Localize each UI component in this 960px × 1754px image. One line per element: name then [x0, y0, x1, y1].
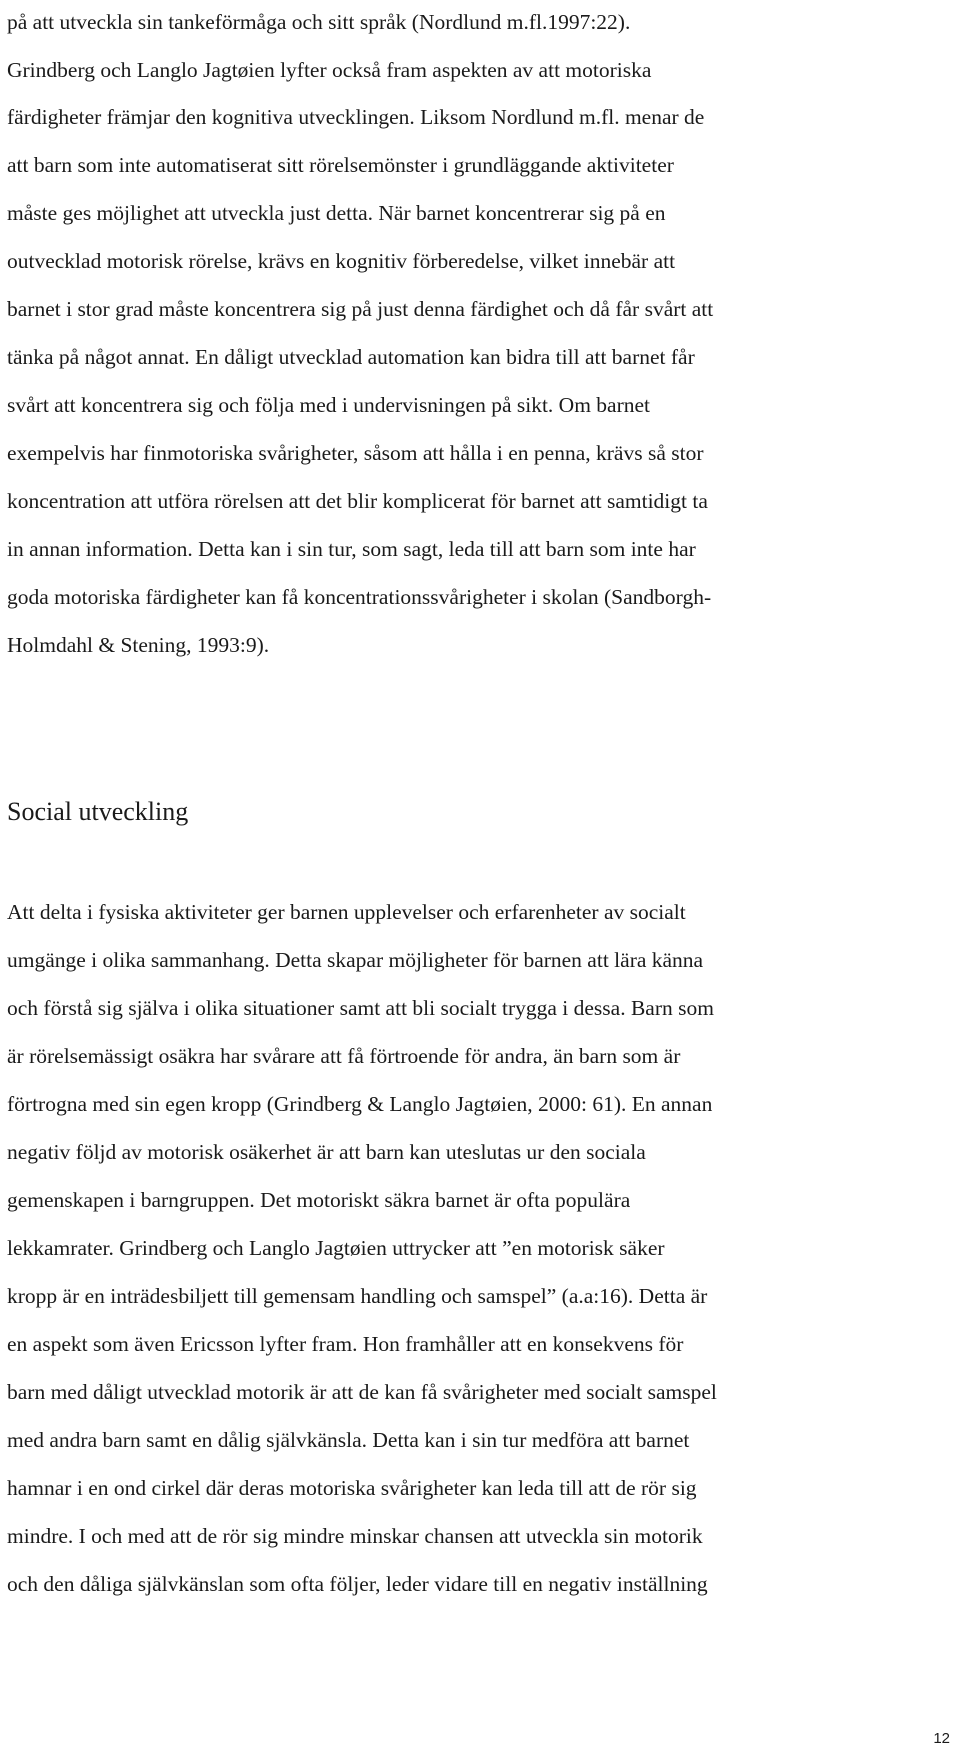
paragraph-1-line: in annan information. Detta kan i sin tur, som sagt, leda till att barn som inte har — [7, 537, 696, 561]
paragraph-2-line: mindre. I och med att de rör sig mindre minskar chansen att utveckla sin motorik — [7, 1524, 703, 1548]
paragraph-1-line: goda motoriska färdigheter kan få koncentrationssvårigheter i skolan (Sandborgh- — [7, 585, 712, 609]
paragraph-2-line: kropp är en inträdesbiljett till gemensam handling och samspel” (a.a:16). Detta är — [7, 1284, 708, 1308]
paragraph-1-line: Grindberg och Langlo Jagtøien lyfter också fram aspekten av att motoriska — [7, 58, 652, 82]
paragraph-1-line: koncentration att utföra rörelsen att det blir komplicerat för barnet att samtidigt ta — [7, 489, 708, 513]
paragraph-2-line: förtrogna med sin egen kropp (Grindberg & Langlo Jagtøien, 2000: 61). En annan — [7, 1092, 713, 1116]
paragraph-2-line: och förstå sig själva i olika situationer samt att bli socialt trygga i dessa. Barn som — [7, 996, 714, 1020]
paragraph-2-line: umgänge i olika sammanhang. Detta skapar möjligheter för barnen att lära känna — [7, 948, 704, 972]
paragraph-2-line: med andra barn samt en dålig självkänsla. Detta kan i sin tur medföra att barnet — [7, 1428, 690, 1452]
section-heading: Social utveckling — [7, 797, 189, 826]
paragraph-2-line: hamnar i en ond cirkel där deras motoriska svårigheter kan leda till att de rör sig — [7, 1476, 697, 1500]
paragraph-1-line: svårt att koncentrera sig och följa med i undervisningen på sikt. Om barnet — [7, 393, 651, 417]
paragraph-1-line: exempelvis har finmotoriska svårigheter, såsom att hålla i en penna, krävs så stor — [7, 441, 704, 465]
paragraph-1-line: outvecklad motorisk rörelse, krävs en kognitiv förberedelse, vilket innebär att — [7, 249, 676, 273]
paragraph-2-line: en aspekt som även Ericsson lyfter fram. Hon framhåller att en konsekvens för — [7, 1332, 684, 1356]
paragraph-1-line: barnet i stor grad måste koncentrera sig på just denna färdighet och då får svårt att — [7, 297, 714, 321]
paragraph-2-line: Att delta i fysiska aktiviteter ger barnen upplevelser och erfarenheter av socialt — [7, 900, 686, 924]
paragraph-1-line: tänka på något annat. En dåligt utvecklad automation kan bidra till att barnet får — [7, 345, 695, 369]
paragraph-1-line: Holmdahl & Stening, 1993:9). — [7, 633, 270, 657]
paragraph-2-line: är rörelsemässigt osäkra har svårare att få förtroende för andra, än barn som är — [7, 1044, 681, 1068]
paragraph-2-line: gemenskapen i barngruppen. Det motoriskt säkra barnet är ofta populära — [7, 1188, 631, 1212]
paragraph-1-line: färdigheter främjar den kognitiva utvecklingen. Liksom Nordlund m.fl. menar de — [7, 105, 705, 129]
page-number: 12 — [933, 1730, 950, 1747]
paragraph-2-line: lekkamrater. Grindberg och Langlo Jagtøien uttrycker att ”en motorisk säker — [7, 1236, 665, 1260]
paragraph-1-line: att barn som inte automatiserat sitt rörelsemönster i grundläggande aktiviteter — [7, 153, 674, 177]
paragraph-1-line: på att utveckla sin tankeförmåga och sitt språk (Nordlund m.fl.1997:22). — [7, 10, 631, 34]
paragraph-2-line: och den dåliga självkänslan som ofta följer, leder vidare till en negativ inställning — [7, 1572, 708, 1596]
paragraph-2-line: barn med dåligt utvecklad motorik är att de kan få svårigheter med socialt samspel — [7, 1380, 717, 1404]
paragraph-2-line: negativ följd av motorisk osäkerhet är att barn kan uteslutas ur den sociala — [7, 1140, 646, 1164]
paragraph-1-line: måste ges möjlighet att utveckla just detta. När barnet koncentrerar sig på en — [7, 201, 666, 225]
